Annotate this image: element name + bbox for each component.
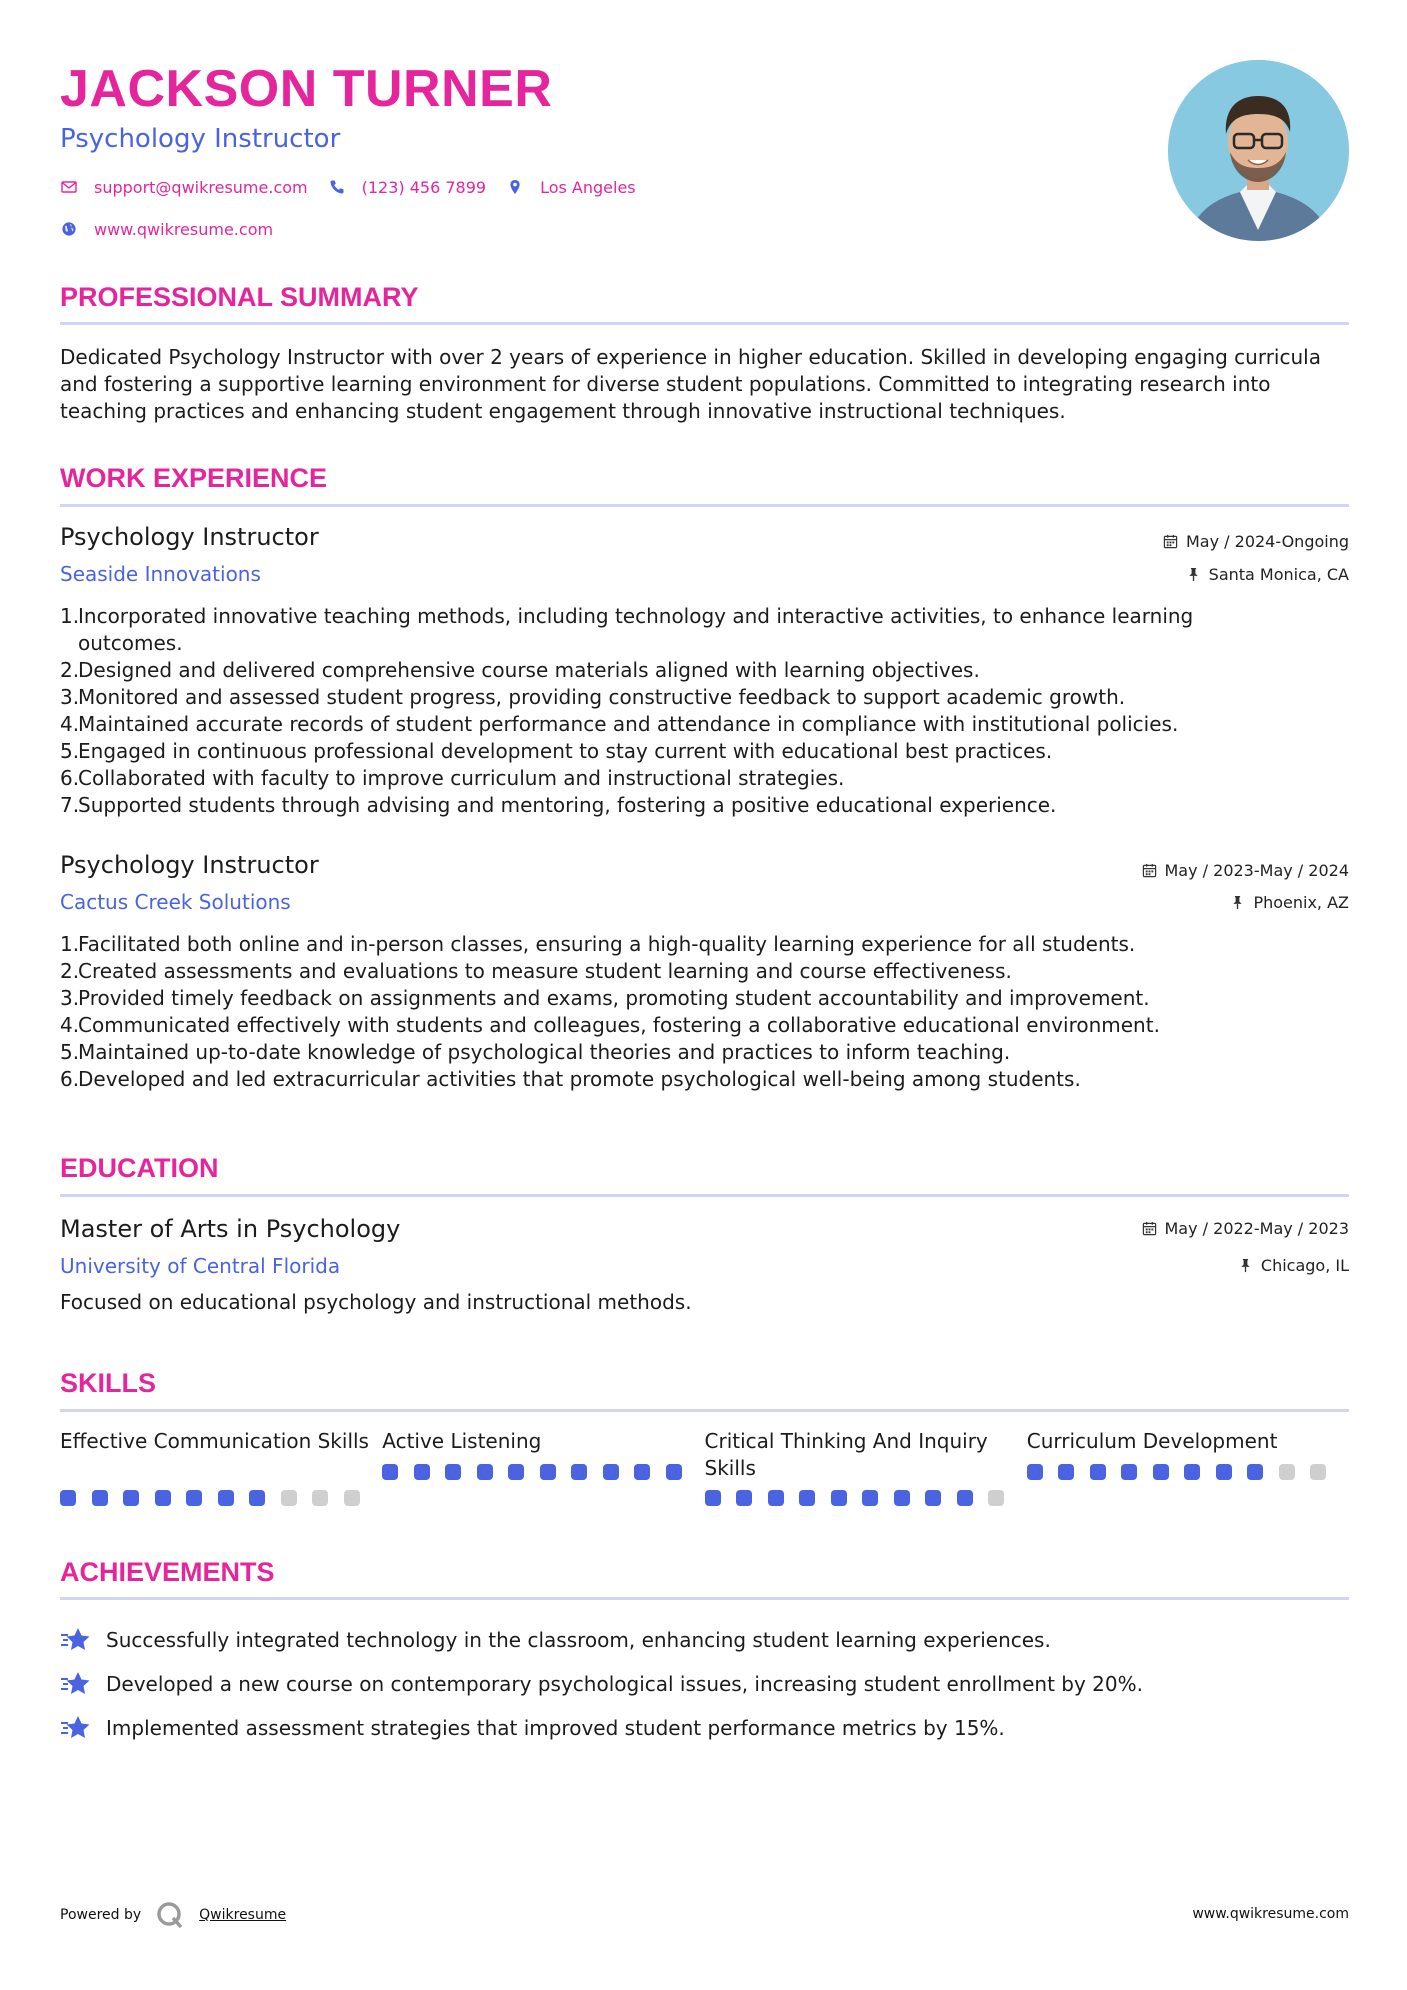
section-title-education: EDUCATION [60, 1153, 219, 1183]
contact-email[interactable] [60, 178, 308, 197]
skill-dot-filled [186, 1490, 202, 1506]
calendar-icon [1142, 863, 1157, 878]
achievements-list [60, 1618, 1349, 1750]
section-divider [60, 504, 1349, 507]
footer-powered-by [60, 1900, 286, 1930]
section-title-experience: WORK EXPERIENCE [60, 463, 328, 493]
list-item: 3. Provided timely feedback on assignments and exams, promoting student accountability and improvement. [60, 986, 1150, 1010]
skill-item [705, 1428, 1027, 1506]
job-dates-text: May / 2024-Ongoing [1186, 532, 1349, 551]
skill-dot-filled [123, 1490, 139, 1506]
skill-dot-filled [155, 1490, 171, 1506]
skill-dot-filled [705, 1490, 721, 1506]
skill-item [60, 1428, 382, 1506]
skill-rating [60, 1490, 382, 1506]
achievement-item [60, 1618, 1349, 1662]
list-item: 5. Maintained up-to-date knowledge of psychological theories and practices to inform teaching. [60, 1040, 1011, 1064]
candidate-title: Psychology Instructor [60, 124, 341, 154]
list-item: 2. Designed and delivered comprehensive course materials aligned with learning objectives. [60, 658, 980, 682]
skill-dot-filled [666, 1464, 682, 1480]
skill-dot-filled [1153, 1464, 1169, 1480]
skill-dot-filled [831, 1490, 847, 1506]
pushpin-icon [1230, 895, 1245, 910]
achievement-item [60, 1662, 1349, 1706]
skill-dot-filled [957, 1490, 973, 1506]
skill-dot-filled [508, 1464, 524, 1480]
skill-dot-empty [344, 1490, 360, 1506]
skill-dot-filled [862, 1490, 878, 1506]
skill-item [382, 1428, 704, 1506]
skill-name: Curriculum Development [1026, 1429, 1278, 1453]
skill-dot-filled [92, 1490, 108, 1506]
skill-name: Critical Thinking And Inquiry Skills [704, 1429, 988, 1480]
section-title-achievements: ACHIEVEMENTS [60, 1557, 275, 1587]
list-item: 2. Created assessments and evaluations to measure student learning and course effectiveness. [60, 959, 1012, 983]
achievement-text: Successfully integrated technology in the classroom, enhancing student learning experiences. [106, 1628, 1051, 1652]
phone-text: (123) 456 7899 [361, 177, 487, 197]
qwikresume-logo-icon [155, 1900, 185, 1930]
education-dates [1142, 1219, 1350, 1238]
skill-dot-filled [799, 1490, 815, 1506]
footer-website[interactable]: www.qwikresume.com [1192, 1906, 1349, 1922]
skill-dot-filled [571, 1464, 587, 1480]
job-bullets [60, 603, 1290, 819]
skill-dot-empty [1279, 1464, 1295, 1480]
contact-website[interactable] [60, 220, 273, 239]
list-item: 6. Collaborated with faculty to improve curriculum and instructional strategies. [60, 766, 845, 790]
section-divider [60, 1409, 1349, 1412]
calendar-icon [1163, 534, 1178, 549]
section-title-skills: SKILLS [60, 1368, 157, 1398]
list-item: 7. Supported students through advising and mentoring, fostering a positive educational experience. [60, 793, 1057, 817]
pushpin-icon [1186, 567, 1201, 582]
skill-dot-empty [312, 1490, 328, 1506]
list-item: 1. Facilitated both online and in-person classes, ensuring a high-quality learning experience for all students. [60, 932, 1136, 956]
pushpin-icon [1238, 1258, 1253, 1273]
list-item: 4. Communicated effectively with students and colleagues, fostering a collaborative educational environment. [60, 1013, 1160, 1037]
section-divider [60, 1194, 1349, 1197]
list-item: 5. Engaged in continuous professional development to stay current with educational best practices. [60, 739, 1053, 763]
skill-dot-filled [1058, 1464, 1074, 1480]
job-location [1230, 893, 1349, 912]
section-title-summary: PROFESSIONAL SUMMARY [60, 282, 419, 312]
skill-dot-filled [60, 1490, 76, 1506]
skill-dot-filled [382, 1464, 398, 1480]
list-item: 1. Incorporated innovative teaching methods, including technology and interactive activities, to enhance learning outcomes. [60, 604, 1194, 655]
star-icon [60, 1669, 92, 1699]
skill-rating [382, 1464, 704, 1480]
contact-row [60, 176, 1060, 198]
list-item: 4. Maintained accurate records of student performance and attendance in compliance with institutional policies. [60, 712, 1179, 736]
globe-icon [60, 220, 78, 238]
achievement-text: Developed a new course on contemporary psychological issues, increasing student enrollment by 20%. [106, 1672, 1143, 1696]
skills-grid [60, 1428, 1349, 1506]
skill-dot-filled [218, 1490, 234, 1506]
job-dates-text: May / 2023-May / 2024 [1164, 861, 1349, 880]
skill-name: Active Listening [382, 1429, 542, 1453]
resume-header [60, 58, 1060, 240]
skill-dot-filled [249, 1490, 265, 1506]
education-description: Focused on educational psychology and instructional methods. [60, 1290, 692, 1314]
calendar-icon [1142, 1221, 1157, 1236]
job-location-text: Santa Monica, CA [1208, 565, 1349, 584]
job-title: Psychology Instructor [60, 851, 319, 879]
skill-rating [1027, 1464, 1349, 1480]
skill-dot-filled [477, 1464, 493, 1480]
qwikresume-link[interactable]: Qwikresume [199, 1907, 287, 1923]
company-name: Seaside Innovations [60, 562, 261, 586]
skill-item [1027, 1428, 1349, 1506]
skill-dot-filled [1247, 1464, 1263, 1480]
contact-location [506, 178, 636, 197]
skill-dot-filled [1027, 1464, 1043, 1480]
job-title: Psychology Instructor [60, 523, 319, 551]
skill-dot-filled [445, 1464, 461, 1480]
skill-dot-filled [1121, 1464, 1137, 1480]
location-text: Los Angeles [540, 177, 636, 197]
candidate-name: JACKSON TURNER [60, 60, 553, 118]
section-divider [60, 1597, 1349, 1600]
skill-dot-filled [768, 1490, 784, 1506]
job-location-text: Phoenix, AZ [1253, 893, 1349, 912]
section-divider [60, 322, 1349, 325]
website-text: www.qwikresume.com [94, 219, 274, 239]
education-dates-text: May / 2022-May / 2023 [1164, 1219, 1349, 1238]
summary-text: Dedicated Psychology Instructor with over 2 years of experience in higher education. Skilled in developing engaging curricula and fostering a supportive learning environment for diverse student populations. Committed to integrating research into teaching practices and enhancing student engagement through innovative instructional techniques. [60, 345, 1321, 423]
company-name: Cactus Creek Solutions [60, 890, 291, 914]
achievement-text: Implemented assessment strategies that improved student performance metrics by 15%. [106, 1716, 1005, 1740]
skill-dot-filled [1184, 1464, 1200, 1480]
star-icon [60, 1713, 92, 1743]
job-bullets [60, 931, 1290, 1093]
skill-dot-filled [540, 1464, 556, 1480]
education-location-text: Chicago, IL [1260, 1256, 1349, 1275]
star-icon [60, 1625, 92, 1655]
school-name: University of Central Florida [60, 1254, 341, 1278]
skill-name: Effective Communication Skills [60, 1429, 369, 1453]
list-item: 3. Monitored and assessed student progress, providing constructive feedback to support academic growth. [60, 685, 1126, 709]
phone-icon [328, 178, 346, 196]
skill-dot-filled [1216, 1464, 1232, 1480]
contact-row-website [60, 218, 1060, 240]
skill-dot-filled [1090, 1464, 1106, 1480]
skill-dot-filled [634, 1464, 650, 1480]
skill-dot-empty [1310, 1464, 1326, 1480]
skill-dot-filled [603, 1464, 619, 1480]
email-text: support@qwikresume.com [94, 177, 308, 197]
skill-dot-empty [281, 1490, 297, 1506]
job-location [1186, 565, 1349, 584]
skill-dot-empty [988, 1490, 1004, 1506]
list-item: 6. Developed and led extracurricular activities that promote psychological well-being among students. [60, 1067, 1081, 1091]
education-location [1238, 1256, 1349, 1275]
map-pin-icon [506, 178, 524, 196]
skill-dot-filled [925, 1490, 941, 1506]
skill-dot-filled [414, 1464, 430, 1480]
skill-dot-filled [894, 1490, 910, 1506]
job-dates [1142, 861, 1350, 880]
degree-title: Master of Arts in Psychology [60, 1215, 401, 1243]
envelope-icon [60, 178, 78, 196]
contact-phone[interactable] [328, 178, 486, 197]
profile-photo [1168, 60, 1349, 241]
skill-rating [705, 1490, 1027, 1506]
job-dates [1163, 532, 1349, 551]
achievement-item [60, 1706, 1349, 1750]
skill-dot-filled [736, 1490, 752, 1506]
powered-by-label: Powered by [60, 1907, 142, 1923]
